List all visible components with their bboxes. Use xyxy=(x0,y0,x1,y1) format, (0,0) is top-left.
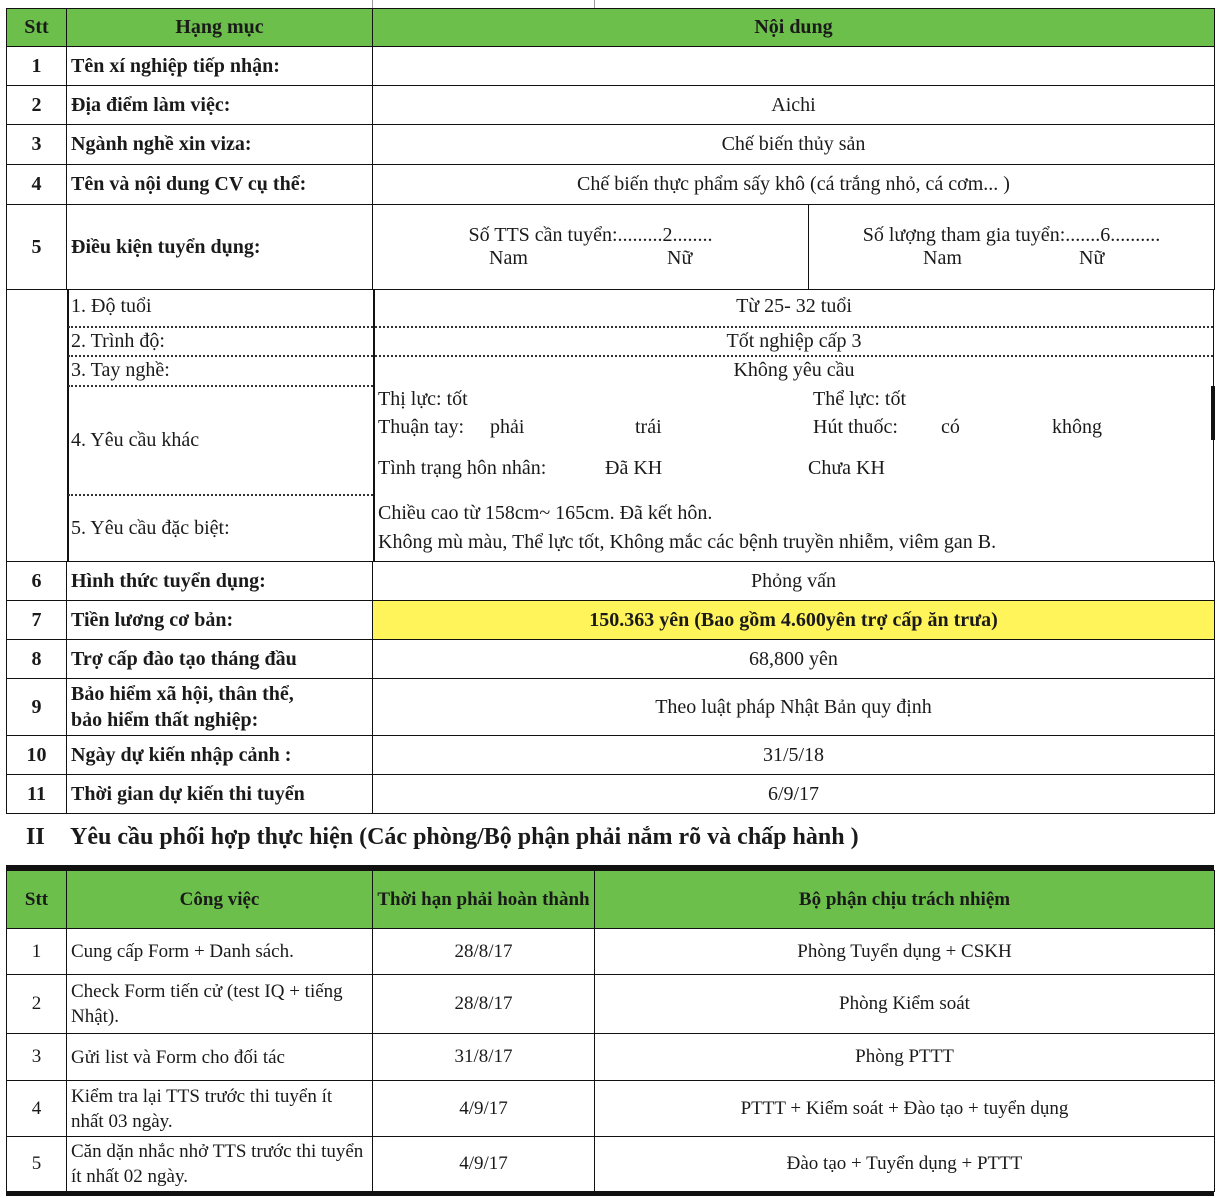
handedness-left: trái xyxy=(635,416,662,438)
row-task: Gửi list và Form cho đối tác xyxy=(67,1034,373,1081)
top-gridline xyxy=(594,0,595,8)
table-row xyxy=(7,47,1215,86)
section-title: Yêu cầu phối hợp thực hiện (Các phòng/Bộ phận phải nắm rõ và chấp hành ) xyxy=(70,824,859,850)
row-stt: 6 xyxy=(7,562,67,601)
age-label: 1. Độ tuổi xyxy=(71,295,152,317)
age-value: Từ 25- 32 tuổi xyxy=(736,295,852,317)
row-stt: 2 xyxy=(7,86,67,125)
dotted-separator xyxy=(68,494,373,496)
row-label: Ngành nghề xin viza: xyxy=(67,125,373,165)
edge-mark xyxy=(1211,386,1215,440)
row-department: Phòng Kiểm soát xyxy=(595,975,1215,1034)
header-task: Công việc xyxy=(67,871,373,929)
header-stt: Stt xyxy=(7,9,67,47)
row-task: Căn dặn nhắc nhở TTS trước thi tuyển ít nhất 02 ngày. xyxy=(67,1137,373,1192)
handedness-label: Thuận tay: xyxy=(378,416,465,438)
row-label: Tiền lương cơ bản: xyxy=(67,601,373,640)
smoking-label: Hút thuốc: xyxy=(813,416,898,438)
vision-text: Thị lực: tốt xyxy=(378,388,468,410)
row-stt: 11 xyxy=(7,775,67,814)
female-label: Nữ xyxy=(1079,246,1105,269)
row-deadline: 28/8/17 xyxy=(373,975,595,1034)
row-label-line2: bảo hiểm thất nghiệp: xyxy=(71,709,259,731)
table-row xyxy=(7,205,1215,290)
row-stt: 3 xyxy=(7,1034,67,1081)
smoking-no: không xyxy=(1052,416,1102,438)
table-row xyxy=(7,679,1215,736)
row-stt: 2 xyxy=(7,975,67,1034)
row-stt: 3 xyxy=(7,125,67,165)
skill-label: 3. Tay nghề: xyxy=(71,359,170,381)
table-row xyxy=(7,86,1215,125)
header-deadline: Thời hạn phải hoàn thành xyxy=(373,871,595,929)
row-deadline: 4/9/17 xyxy=(373,1081,595,1137)
row-label: Thời gian dự kiến thi tuyển xyxy=(67,775,373,814)
salary-value: 150.363 yên (Bao gồm 4.600yên trợ cấp ăn trưa) xyxy=(373,601,1215,640)
row-stt: 7 xyxy=(7,601,67,640)
row-stt: 4 xyxy=(7,1081,67,1137)
row-label: Tên xí nghiệp tiếp nhận: xyxy=(67,47,373,86)
row-stt: 4 xyxy=(7,165,67,205)
row-label: Tên và nội dung CV cụ thể: xyxy=(67,165,373,205)
required-count-text: Số TTS cần tuyển:.........2........ xyxy=(468,223,713,246)
table-header-row xyxy=(7,871,1215,929)
table-bottom-rule xyxy=(6,1191,1214,1196)
male-label: Nam xyxy=(489,246,528,269)
row-department: PTTT + Kiểm soát + Đào tạo + tuyển dụng xyxy=(595,1081,1215,1137)
table-row xyxy=(7,775,1215,814)
marital-label: Tình trạng hôn nhân: xyxy=(378,457,547,479)
dotted-separator xyxy=(68,326,1213,328)
other-requirements-label: 4. Yêu cầu khác xyxy=(71,429,200,451)
participant-count-text: Số lượng tham gia tuyển:.......6.......... xyxy=(862,223,1161,246)
row-value xyxy=(373,47,1215,86)
row-deadline: 4/9/17 xyxy=(373,1137,595,1192)
row-department: Phòng PTTT xyxy=(595,1034,1215,1081)
table-row xyxy=(7,601,1215,640)
table-row xyxy=(7,165,1215,205)
header-department: Bộ phận chịu trách nhiệm xyxy=(595,871,1215,929)
recruitment-table xyxy=(6,8,1215,290)
header-stt: Stt xyxy=(7,871,67,929)
row-stt: 9 xyxy=(7,679,67,736)
dotted-separator xyxy=(68,385,373,387)
row-stt: 5 xyxy=(7,1137,67,1192)
row-label: Hình thức tuyển dụng: xyxy=(67,562,373,601)
marital-single: Chưa KH xyxy=(808,457,885,479)
row-department: Phòng Tuyển dụng + CSKH xyxy=(595,929,1215,975)
special-requirements-label: 5. Yêu cầu đặc biệt: xyxy=(71,517,230,539)
handedness-right: phải xyxy=(490,416,525,438)
smoking-yes: có xyxy=(941,416,960,438)
row-label: Trợ cấp đào tạo tháng đầu xyxy=(67,640,373,679)
row-deadline: 31/8/17 xyxy=(373,1034,595,1081)
header-item: Hạng mục xyxy=(67,9,373,47)
row-value: 6/9/17 xyxy=(373,775,1215,814)
coordination-table xyxy=(6,870,1215,1192)
row-value: Chế biến thủy sản xyxy=(373,125,1215,165)
row-department: Đào tạo + Tuyển dụng + PTTT xyxy=(595,1137,1215,1192)
skill-value: Không yêu cầu xyxy=(733,359,855,381)
row-value: Theo luật pháp Nhật Bản quy định xyxy=(373,679,1215,736)
row-value: 68,800 yên xyxy=(373,640,1215,679)
row-task: Kiểm tra lại TTS trước thi tuyển ít nhất 03 ngày. xyxy=(67,1081,373,1137)
table-row xyxy=(7,1034,1215,1081)
table-row xyxy=(7,562,1215,601)
row-label-line1: Bảo hiểm xã hội, thân thể, xyxy=(71,683,294,705)
row-label: Địa điểm làm việc: xyxy=(67,86,373,125)
education-value: Tốt nghiệp cấp 3 xyxy=(726,330,862,352)
row-stt: 1 xyxy=(7,929,67,975)
row-value: Aichi xyxy=(373,86,1215,125)
participant-count-cell xyxy=(809,205,1215,290)
table-row xyxy=(7,125,1215,165)
row-stt: 8 xyxy=(7,640,67,679)
section-number: II xyxy=(26,824,45,850)
row-task: Cung cấp Form + Danh sách. xyxy=(67,929,373,975)
row-value: Chế biến thực phẩm sấy khô (cá trắng nhỏ, cá cơm... ) xyxy=(373,165,1215,205)
female-label: Nữ xyxy=(667,246,693,269)
row-task: Check Form tiến cử (test IQ + tiếng Nhật). xyxy=(67,975,373,1034)
male-label: Nam xyxy=(923,246,962,269)
table-row xyxy=(7,736,1215,775)
special-requirements-line1: Chiều cao từ 158cm~ 165cm. Đã kết hôn. xyxy=(378,502,713,524)
row-stt: 1 xyxy=(7,47,67,86)
row-value: 31/5/18 xyxy=(373,736,1215,775)
marital-married: Đã KH xyxy=(605,457,663,479)
row-label: Điều kiện tuyển dụng: xyxy=(67,205,373,290)
row-label xyxy=(67,679,373,736)
table-header-row xyxy=(7,9,1215,47)
table-row xyxy=(7,929,1215,975)
table-row xyxy=(7,1081,1215,1137)
recruitment-table-continued xyxy=(6,561,1215,814)
row-deadline: 28/8/17 xyxy=(373,929,595,975)
table-row xyxy=(7,975,1215,1034)
header-content: Nội dung xyxy=(373,9,1215,47)
fitness-text: Thể lực: tốt xyxy=(813,388,907,410)
row-stt: 10 xyxy=(7,736,67,775)
table-row xyxy=(7,1137,1215,1192)
dotted-separator xyxy=(68,355,1213,357)
row-value: Phỏng vấn xyxy=(373,562,1215,601)
special-requirements-line2: Không mù màu, Thể lực tốt, Không mắc các bệnh truyền nhiễm, viêm gan B. xyxy=(378,531,997,553)
education-label: 2. Trình độ: xyxy=(71,330,165,352)
conditions-block xyxy=(6,289,1214,561)
row-label: Ngày dự kiến nhập cảnh : xyxy=(67,736,373,775)
divider xyxy=(67,289,69,561)
table-row xyxy=(7,640,1215,679)
top-gridline xyxy=(372,0,373,8)
required-count-cell xyxy=(373,205,809,290)
row-stt: 5 xyxy=(7,205,67,290)
